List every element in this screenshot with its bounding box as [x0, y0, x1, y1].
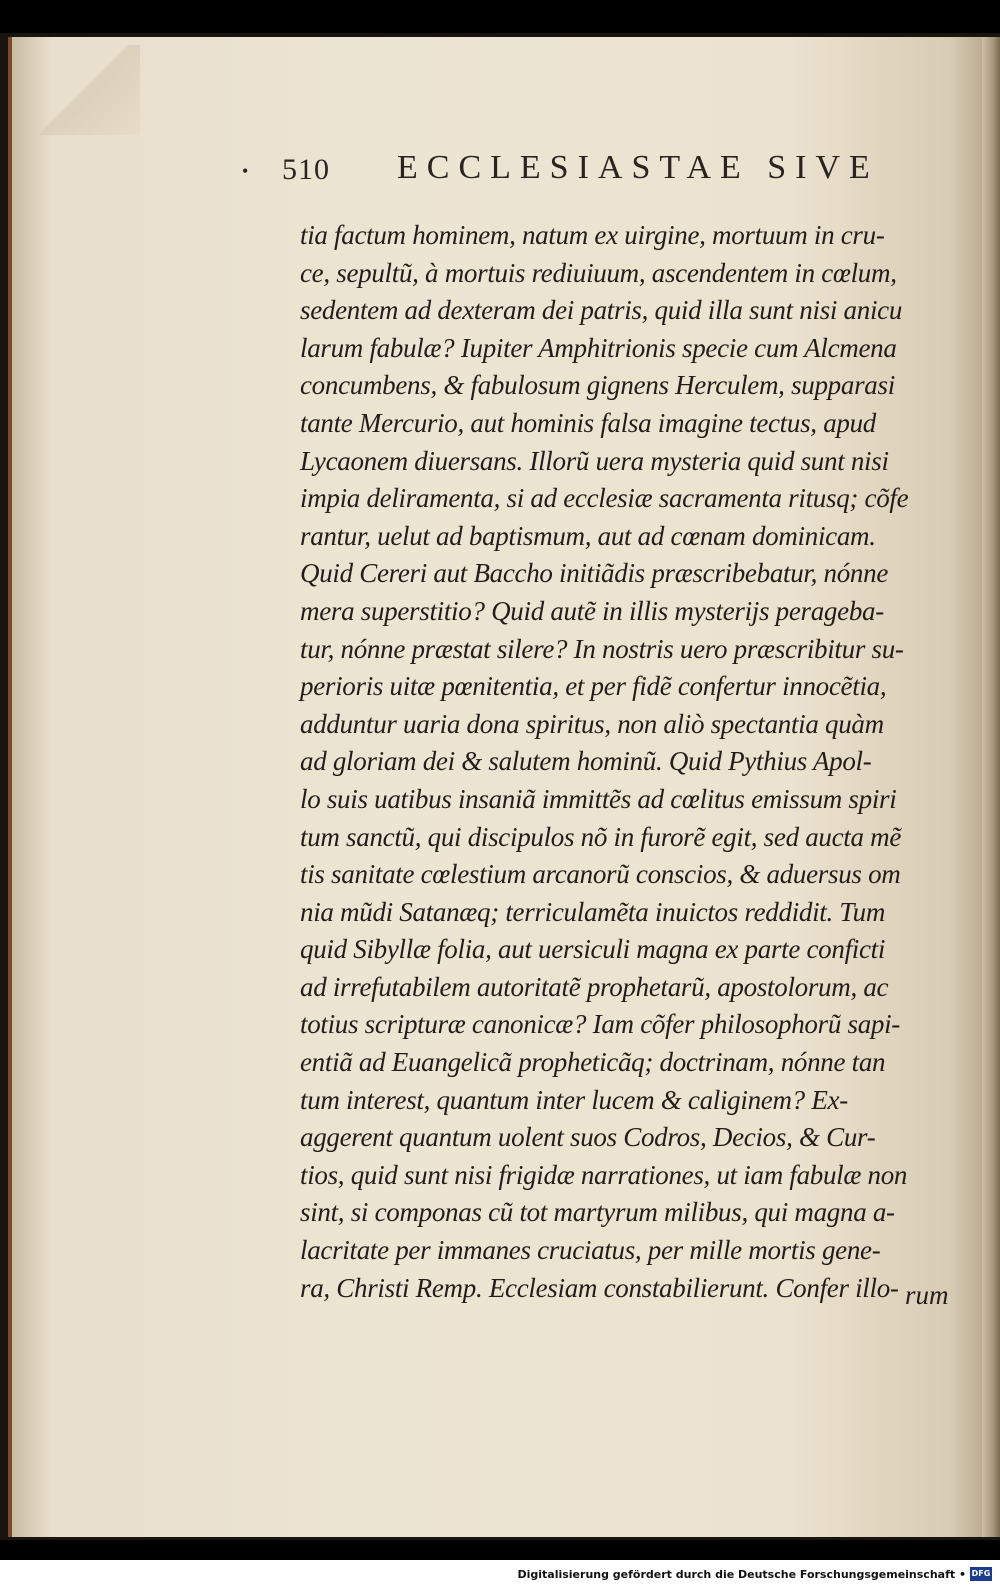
text-line: nia mũdi Satanæq; terriculamẽta inuictos reddidit. Tum — [300, 896, 886, 927]
text-line: sint, si componas cũ tot martyrum milibus, qui magna a- — [300, 1197, 895, 1228]
text-line: sedentem ad dexteram dei patris, quid illa sunt nisi anicu — [300, 295, 903, 326]
text-line: tur, nónne præstat silere? In nostris uero præscribitur su- — [300, 633, 904, 664]
text-line: tum sanctũ, qui discipulos nõ in furorẽ egit, sed aucta mẽ — [300, 821, 902, 852]
text-line: totius scripturæ canonicæ? Iam cõfer philosophorũ sapi- — [300, 1009, 900, 1040]
text-line: ad gloriam dei & salutem hominũ. Quid Pythius Apol- — [300, 746, 872, 777]
running-title: ECCLESIASTAE SIVE — [397, 149, 879, 186]
text-line: rantur, uelut ad baptismum, aut ad cœnam dominicam. — [300, 520, 876, 551]
funding-note: Digitalisierung gefördert durch die Deutsche Forschungsgemeinschaft • — [517, 1568, 966, 1581]
page-edge — [982, 37, 1000, 1537]
body-text — [300, 217, 960, 1307]
text-line: quid Sibyllæ folia, aut uersiculi magna ex parte conficti — [300, 934, 886, 965]
text-line: tum interest, quantum inter lucem & caliginem? Ex- — [300, 1084, 848, 1115]
dfg-logo-icon: DFG — [970, 1567, 992, 1581]
text-line: ce, sepultũ, à mortuis rediuiuum, ascendentem in cœlum, — [300, 257, 897, 288]
scanned-page — [0, 33, 1000, 1540]
text-line: lo suis uatibus insaniã immittẽs ad cœlitus emissum spiri — [300, 783, 897, 814]
margin-mark: • — [242, 161, 249, 181]
footer-bar — [0, 1560, 1000, 1593]
text-line: impia deliramenta, si ad ecclesiæ sacramenta ritusq; cõfe — [300, 483, 909, 514]
folded-corner — [30, 45, 140, 135]
text-line: mera superstitio? Quid autẽ in illis mysterijs peragebа- — [300, 595, 884, 626]
text-line: Quid Cereri aut Baccho initiãdis præscribebatur, nónne — [300, 558, 889, 589]
text-line: entiã ad Euangelicã propheticãq; doctrinam, nónne tan — [300, 1047, 886, 1078]
text-line: aggerent quantum uolent suos Codros, Decios, & Cur- — [300, 1122, 876, 1153]
text-line: concumbens, & fabulosum gignens Herculem, supparasi — [300, 370, 895, 401]
text-line: larum fabulæ? Iupiter Amphitrionis specie cum Alcmena — [300, 332, 897, 363]
text-line: ad irrefutabilem autoritatẽ prophetarũ, apostolorum, ac — [300, 971, 889, 1002]
text-line: tia factum hominem, natum ex uirgine, mortuum in cru- — [300, 220, 885, 250]
catchword: rum — [905, 1280, 949, 1310]
page-number: 510 — [282, 153, 330, 186]
page-leaf — [8, 37, 988, 1537]
text-line: Lycaonem diuersans. Illorũ uera mysteria quid sunt nisi — [300, 445, 889, 476]
text-line: tis sanitate cœlestium arcanorũ conscios, & aduersus om — [300, 859, 901, 890]
text-line: adduntur uaria dona spiritus, non aliò spectantia quàm — [300, 708, 884, 739]
text-line: lacritate per immanes cruciatus, per mille mortis gene- — [300, 1235, 881, 1266]
text-line: tios, quid sunt nisi frigidæ narrationes, ut iam fabulæ non — [300, 1159, 908, 1190]
text-line: ra, Christi Remp. Ecclesiam constabilierunt. Confer illo- — [300, 1272, 899, 1303]
text-line: perioris uitæ pœnitentia, et per fidẽ confertur innocẽtia, — [300, 671, 887, 702]
running-head — [242, 147, 882, 193]
text-line: tante Mercurio, aut hominis falsa imagine tectus, apud — [300, 407, 876, 438]
